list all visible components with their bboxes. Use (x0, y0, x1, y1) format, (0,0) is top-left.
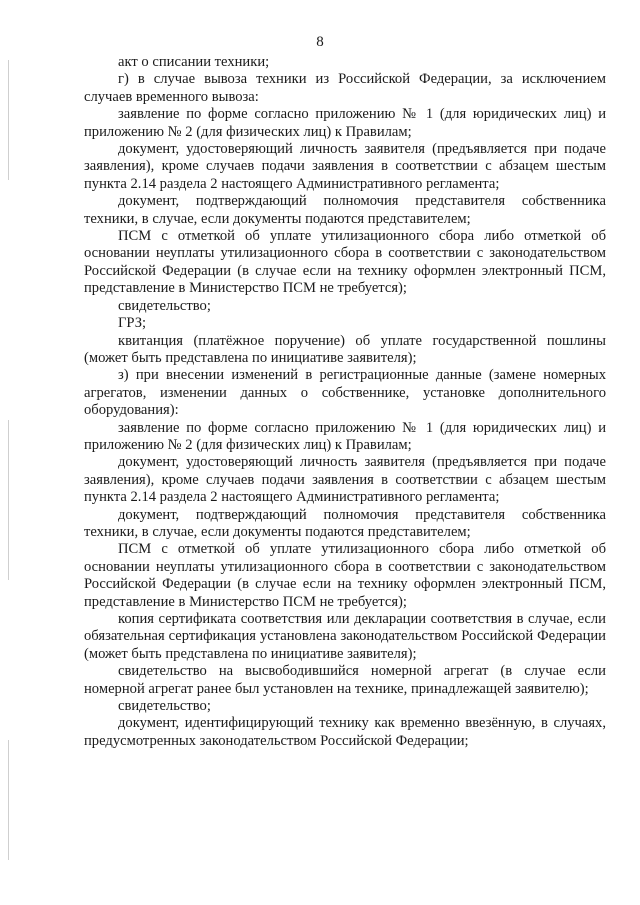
paragraph: заявление по форме согласно приложению № 1 (для юридических лиц) и приложению № 2 (для физических лиц) к Правилам; (84, 419, 606, 453)
scan-edge-mark (8, 60, 9, 180)
paragraph: ПСМ с отметкой об уплате утилизационного сбора либо отметкой об основании неуплаты утилизационного сбора в соответствии с законодательством Российской Федерации (в случае если на технику оформлен электронный ПСМ, представление в Министерство ПСМ не требуется); (84, 541, 606, 610)
paragraph: копия сертификата соответствия или декларации соответствия в случае, если обязательная сертификация установлена законодательством Российской Федерации (может быть представлена по инициативе заявителя); (84, 611, 606, 662)
paragraph: документ, удостоверяющий личность заявителя (предъявляется при подаче заявления), кроме случаев подачи заявления в соответствии с абзацем шестым пункта 2.14 раздела 2 настоящего Административного регламента; (84, 141, 606, 192)
paragraph: документ, подтверждающий полномочия представителя собственника техники, в случае, если документы подаются представителем; (84, 193, 606, 227)
paragraph: свидетельство; (118, 297, 211, 314)
paragraph: г) в случае вывоза техники из Российской Федерации, за исключением случаев временного вывоза: (84, 71, 606, 105)
paragraph: акт о списании техники; (118, 54, 270, 70)
paragraph: документ, удостоверяющий личность заявителя (предъявляется при подаче заявления), кроме случаев подачи заявления в соответствии с абзацем шестым пункта 2.14 раздела 2 настоящего Административного регламента; (84, 454, 606, 506)
paragraph: з) при внесении изменений в регистрационные данные (замене номерных агрегатов, изменении данных о собственнике, установке дополнительного оборудования): (84, 367, 606, 419)
paragraph: квитанция (платёжное поручение) об уплате государственной пошлины (может быть представлена по инициативе заявителя); (84, 332, 606, 366)
paragraph: свидетельство на высвободившийся номерной агрегат (в случае если номерной агрегат ранее был установлен на технике, принадлежащей заявителю); (84, 663, 606, 697)
paragraph: свидетельство; (118, 698, 211, 715)
scan-edge-mark (8, 420, 9, 580)
paragraph: заявление по форме согласно приложению № 1 (для юридических лиц) и приложению № 2 (для физических лиц) к Правилам; (84, 106, 606, 140)
document-body (84, 54, 606, 750)
page-number: 8 (316, 34, 324, 50)
paragraph: документ, идентифицирующий технику как временно ввезённую, в случаях, предусмотренных законодательством Российской Федерации; (84, 715, 606, 749)
paragraph: ПСМ с отметкой об уплате утилизационного сбора либо отметкой об основании неуплаты утилизационного сбора в соответствии с законодательством Российской Федерации (в случае если на технику оформлен электронный ПСМ, представление в Министерство ПСМ не требуется); (84, 228, 606, 297)
paragraph: ГРЗ; (118, 315, 147, 332)
scan-edge-mark (8, 740, 9, 860)
paragraph: документ, подтверждающий полномочия представителя собственника техники, в случае, если документы подаются представителем; (84, 506, 606, 540)
